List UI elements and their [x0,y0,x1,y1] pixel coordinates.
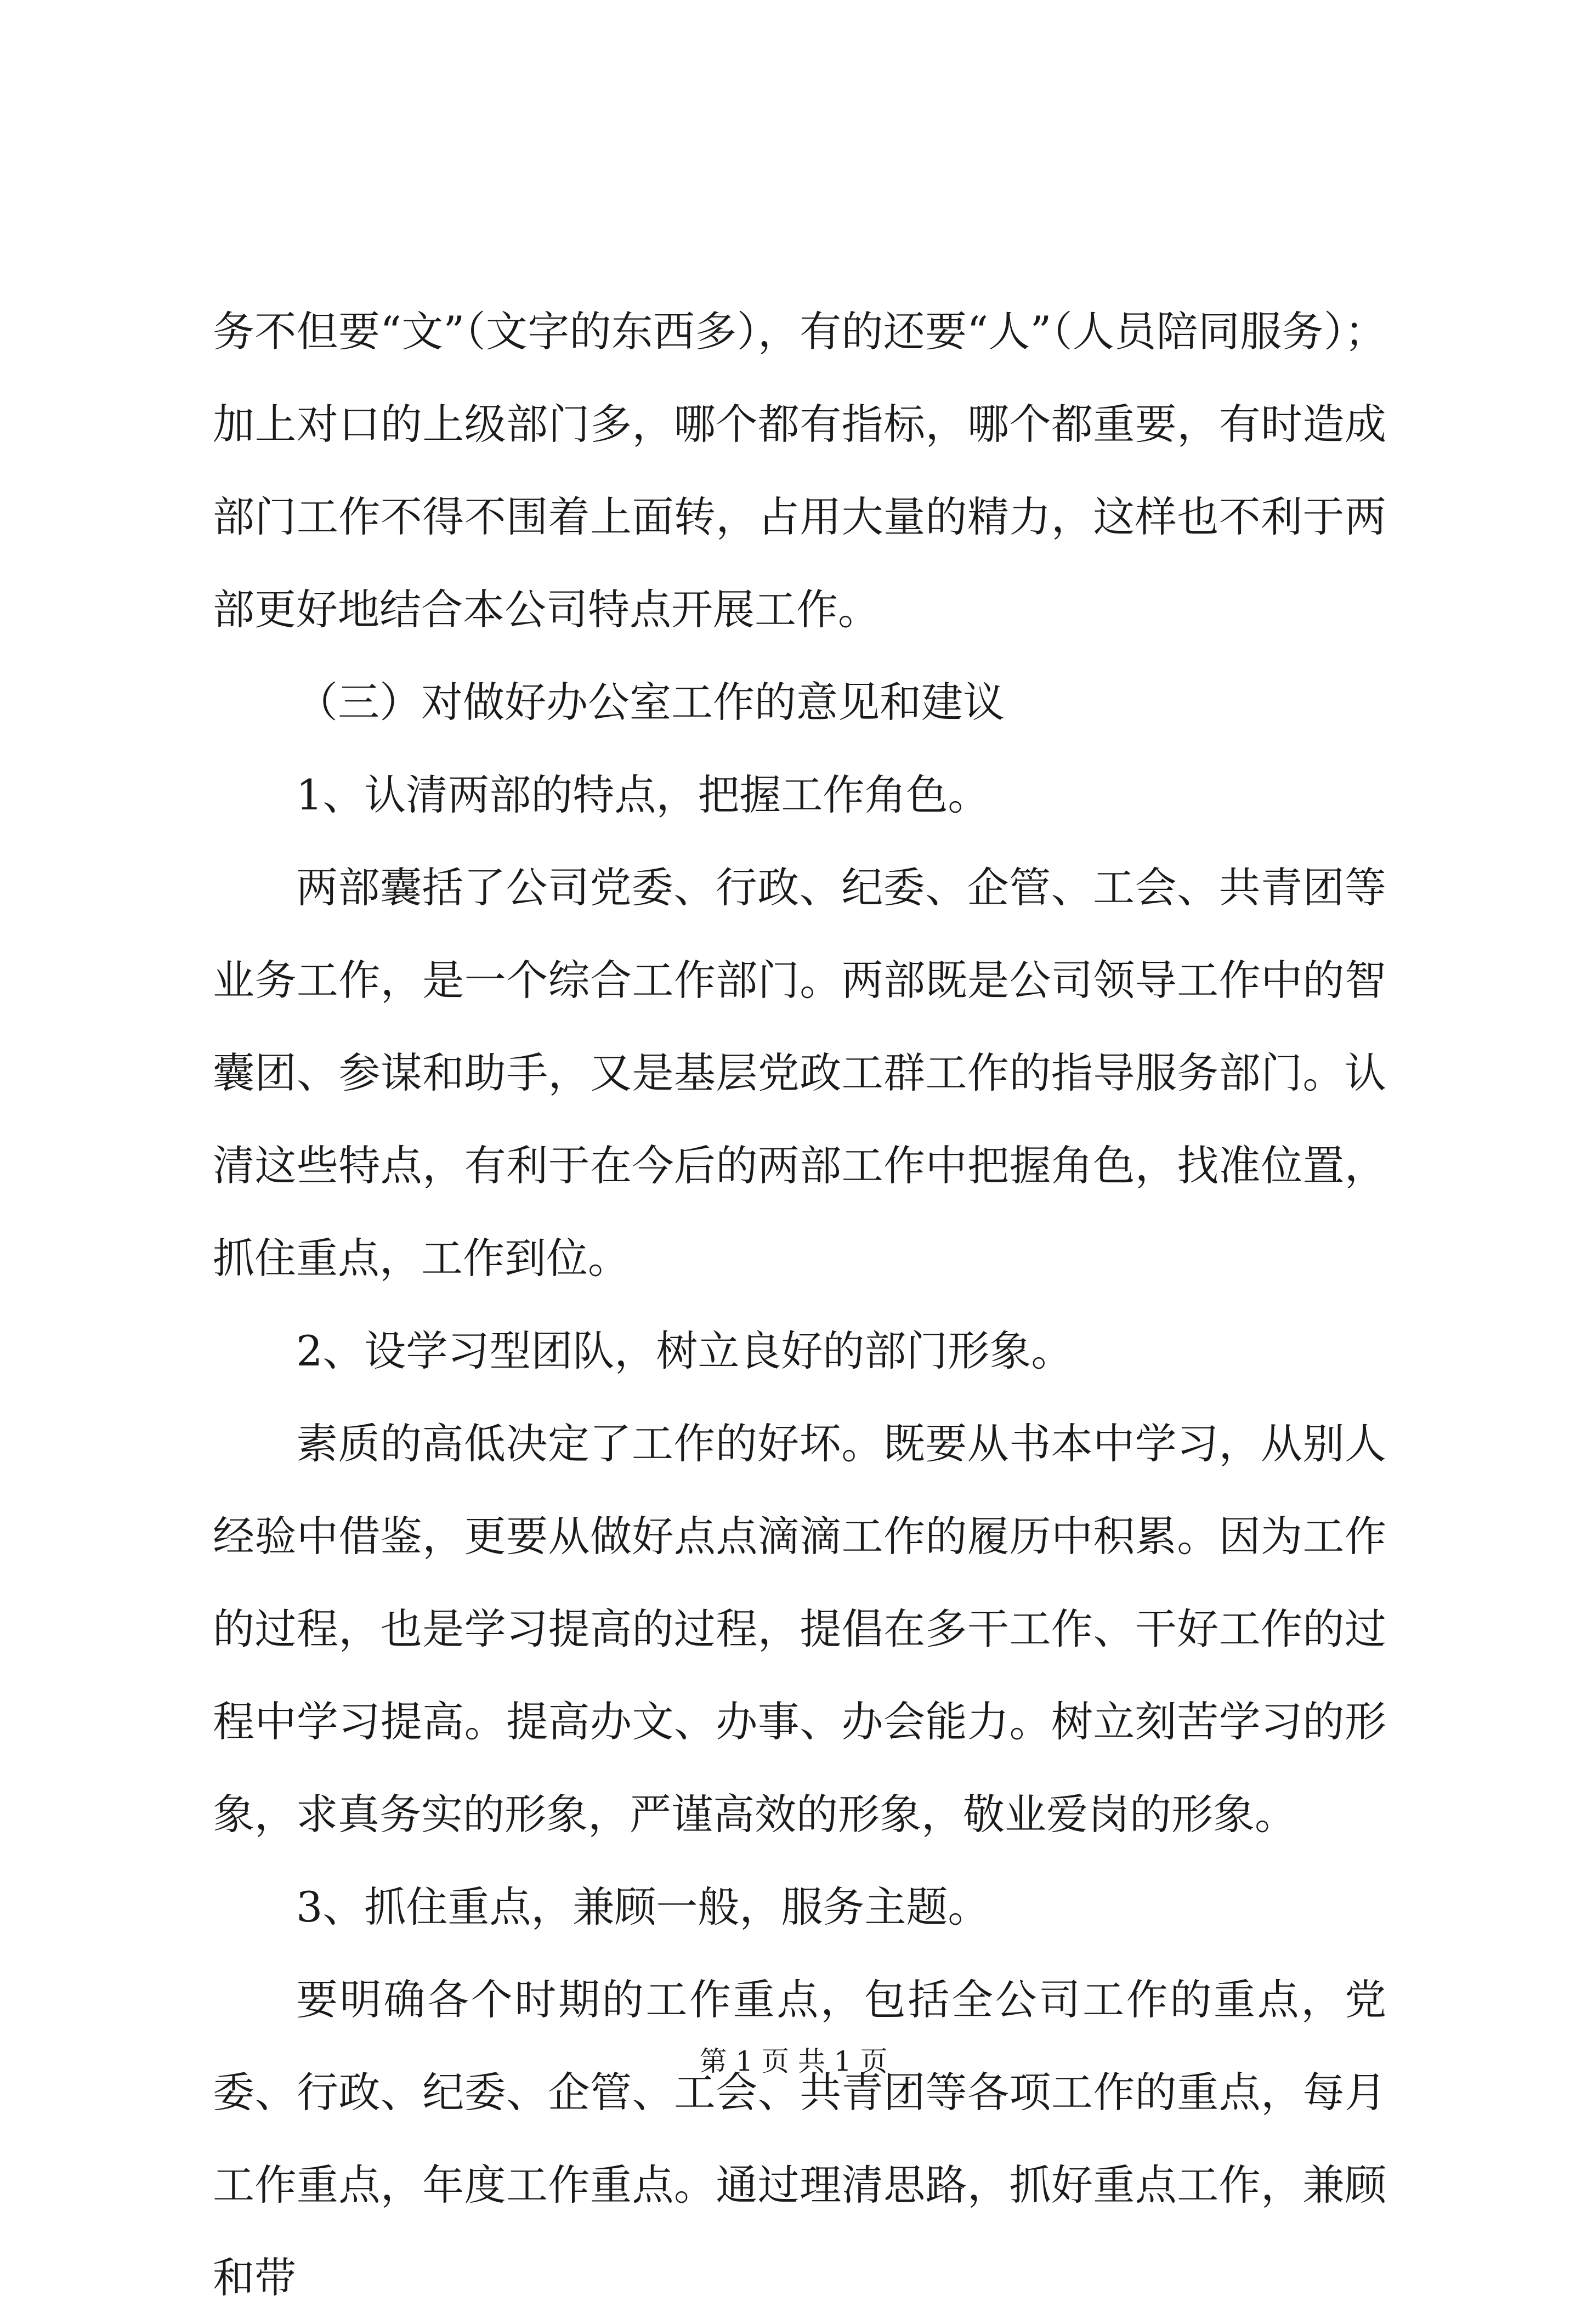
paragraph-4: 两部囊括了公司党委、行政、纪委、企管、工会、共青团等业务工作，是一个综合工作部门。两部既是公司领导工作中的智囊团、参谋和助手，又是基层党政工群工作的指导服务部门。认清这些特点，有利于在今后的两部工作中把握角色，找准位置，抓住重点，工作到位。 [213,863,1386,1283]
paragraph-6: 素质的高低决定了工作的好坏。既要从书本中学习，从别人经验中借鉴，更要从做好点点滴滴工作的履历中积累。因为工作的过程，也是学习提高的过程，提倡在多干工作、干好工作的过程中学习提高。提高办文、办事、办会能力。树立刻苦学习的形象，求真务实的形象，严谨高效的形象，敬业爱岗的形象。 [213,1419,1386,1839]
subheading-2: 2、设学习型团队，树立良好的部门形象。 [296,1327,1073,1375]
paragraph-8: 要明确各个时期的工作重点，包括全公司工作的重点，党委、行政、纪委、企管、工会、共青团等各项工作的重点，每月工作重点，年度工作重点。通过理清思路，抓好重点工作，兼顾和带 [213,1975,1386,2302]
page-footer: 第 1 页 共 1 页 [699,2045,888,2077]
section-heading-3: （三）对做好办公室工作的意见和建议 [296,678,1005,727]
paragraph-1: 务不但要“文”（文字的东西多），有的还要“人”（人员陪同服务）；加上对口的上级部门多，哪个都有指标，哪个都重要，有时造成部门工作不得不围着上面转，占用大量的精力，这样也不利于两部更好地结合本公司特点开展工作。 [213,307,1386,634]
subheading-3: 3、抓住重点，兼顾一般，服务主题。 [296,1883,990,1931]
document-body [213,285,1386,2324]
subheading-1: 1、认清两部的特点，把握工作角色。 [296,770,990,819]
